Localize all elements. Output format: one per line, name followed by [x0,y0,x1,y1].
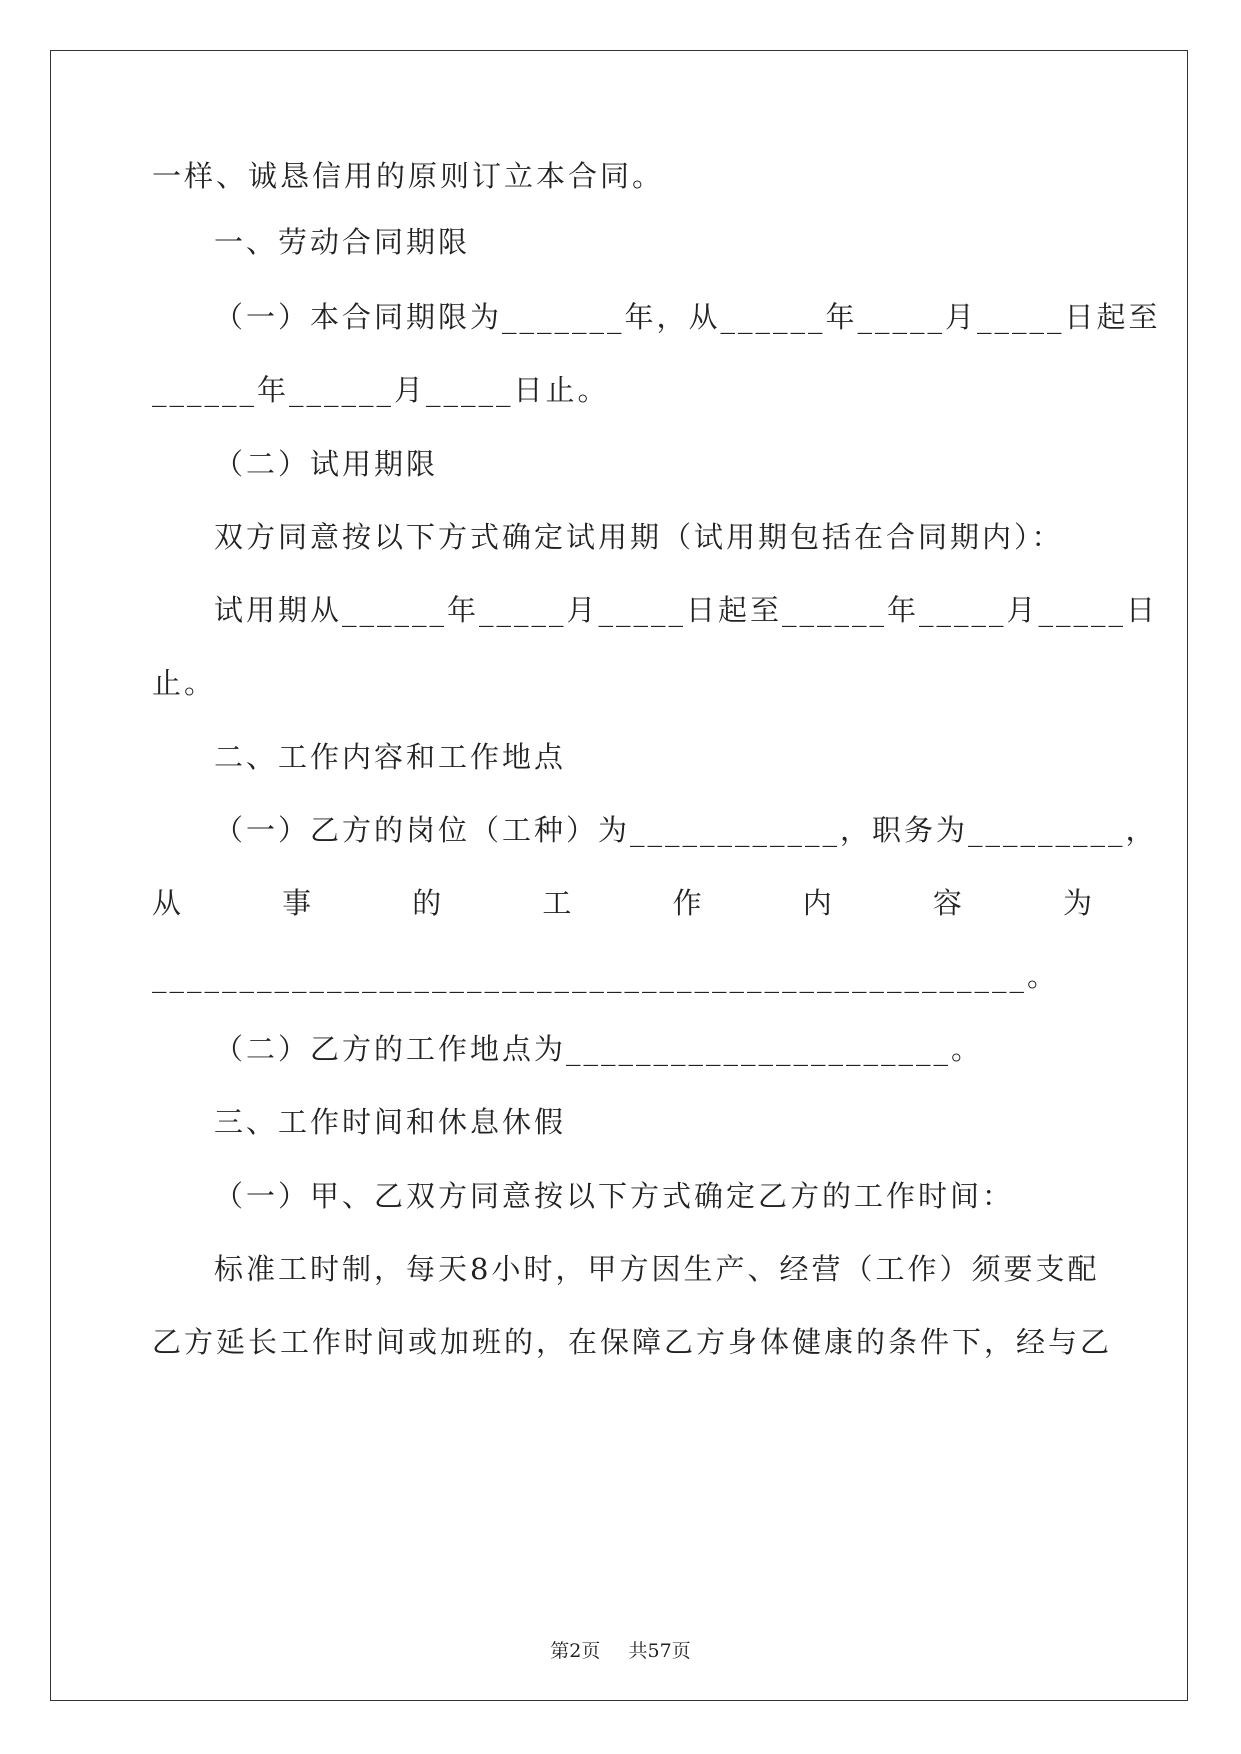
text-line: ______年______月_____日止。 [152,373,610,407]
page-footer [0,1636,1241,1663]
text-line: （一）本合同期限为_______年，从______年_____月_____日起至 [214,300,1161,334]
section-heading: 一、劳动合同期限 [214,225,471,259]
text-line: 试用期从______年_____月_____日起至______年_____月_____日 [214,593,1159,627]
justified-char: 工 [542,886,572,920]
justified-char: 从 [152,886,182,920]
justified-char: 为 [1062,886,1092,920]
subsection-heading: （二）试用期限 [214,447,439,481]
text-line: __________________________________________________。 [152,959,1060,993]
text-line: （一）甲、乙双方同意按以下方式确定乙方的工作时间： [214,1179,1015,1213]
justified-char: 事 [282,886,312,920]
page-number: 第2页 [550,1640,601,1662]
justified-text-line [152,878,1092,928]
text-line: 乙方延长工作时间或加班的，在保障乙方身体健康的条件下，经与乙 [152,1325,1113,1359]
justified-char: 作 [672,886,702,920]
section-heading: 三、工作时间和休息休假 [214,1105,567,1139]
text-line: 止。 [152,666,217,700]
justified-char: 内 [802,886,832,920]
text-line: （二）乙方的工作地点为______________________。 [214,1032,984,1066]
section-heading: 二、工作内容和工作地点 [214,740,567,774]
text-line: （一）乙方的岗位（工种）为____________，职务为_________， [214,813,1158,847]
text-line: 一样、诚恳信用的原则订立本合同。 [152,159,665,193]
page-total: 共57页 [628,1640,691,1662]
justified-char: 的 [412,886,442,920]
text-line: 标准工时制，每天8小时，甲方因生产、经营（工作）须要支配 [214,1252,1100,1286]
justified-char: 容 [932,886,962,920]
text-line: 双方同意按以下方式确定试用期（试用期包括在合同期内）： [214,520,1064,554]
